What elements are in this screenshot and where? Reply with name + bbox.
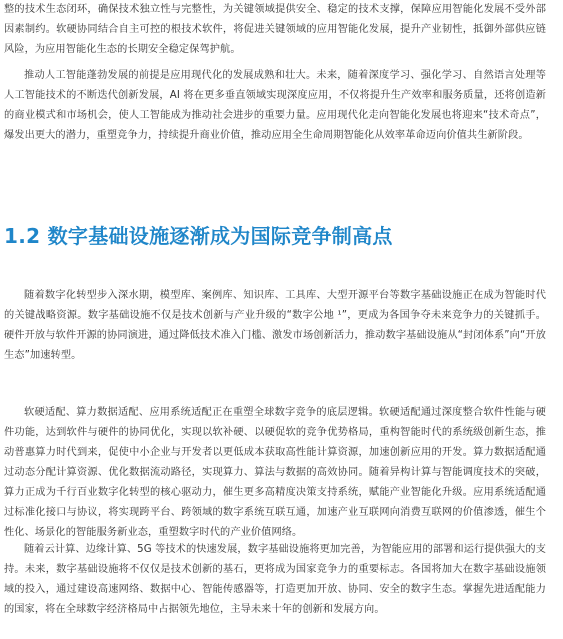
section-heading: 1.2 数字基础设施逐渐成为国际竞争制高点	[4, 224, 393, 248]
paragraph-tech-ecosystem: 整的技术生态闭环，确保技术独立性与完整性，为关键领域提供安全、稳定的技术支撑，保障应用智能化发展不受外部因素制约。软硬协同结合自主可控的根技术软件，将促进关键领域的应用智能化发展，提升产业韧性，抵御外部供应链风险，为应用智能化生态的长期安全稳定保驾护航。	[4, 4, 546, 55]
paragraph-digital-infrastructure: 随着数字化转型步入深水期，模型库、案例库、知识库、工具库、大型开源平台等数字基础设施正在成为智能时代的关键战略资源。数字基础设施不仅是技术创新与产业升级的“数字公地 ¹”，更成为各国争夺未来竞争力的关键抓手。硬件开放与软件开源的协同演进，通过降低技术准入门槛、激发市场创新活力，推动数字基础设施从“封闭体系”向“开放生态”加速转型。	[4, 290, 546, 361]
paragraph-ai-development: 推动人工智能蓬勃发展的前提是应用现代化的发展成熟和壮大。未来，随着深度学习、强化学习、自然语言处理等人工智能技术的不断迭代创新发展，AI 将在更多垂直领域实现深度应用，不仅将提升生产效率和服务质量，还将创造新的商业模式和市场机会，使人工智能成为推动社会进步的重要力量。应用现代化走向智能化发展也将迎来“技术奇点”，爆发出更大的潜力，重塑竞争力，持续提升商业价值，推动应用全生命周期智能化从效率革命迈向价值共生新阶段。	[4, 70, 546, 141]
paragraph-adaptation: 软硬适配、算力数据适配、应用系统适配正在重塑全球数字竞争的底层逻辑。软硬适配通过深度整合软件性能与硬件功能，达到软件与硬件的协同优化，实现以软补硬、以硬促软的竞争优势格局，重构智能时代的系统级创新生态，推动普惠算力时代到来，促使中小企业与开发者以更低成本获取高性能计算资源，加速创新应用的开发。算力数据适配通过动态分配计算资源、优化数据流动路径，实现算力、算法与数据的高效协同。随着异构计算与智能调度技术的突破，算力正成为千行百业数字化转型的核心驱动力，催生更多高精度决策支持系统，赋能产业智能化升级。应用系统适配通过标准化接口与协议，将实现跨平台、跨领域的数字系统互联互通，加速产业互联网向消费互联网的价值渗透，催生个性化、场景化的智能服务新业态，重塑数字时代的产业价值网络。	[4, 407, 546, 538]
paragraph-future-outlook: 随着云计算、边缘计算、5G 等技术的快速发展，数字基础设施将更加完善，为智能应用的部署和运行提供强大的支持。未来，数字基础设施将不仅仅是技术创新的基石，更将成为国家竞争力的重要标志。各国将加大在数字基础设施领域的投入，通过建设高速网络、数据中心、智能传感器等，打造更加开放、协同、安全的数字生态。掌握先进适配能力的国家，将在全球数字经济格局中占据领先地位，主导未来十年的创新和发展方向。	[4, 544, 546, 615]
